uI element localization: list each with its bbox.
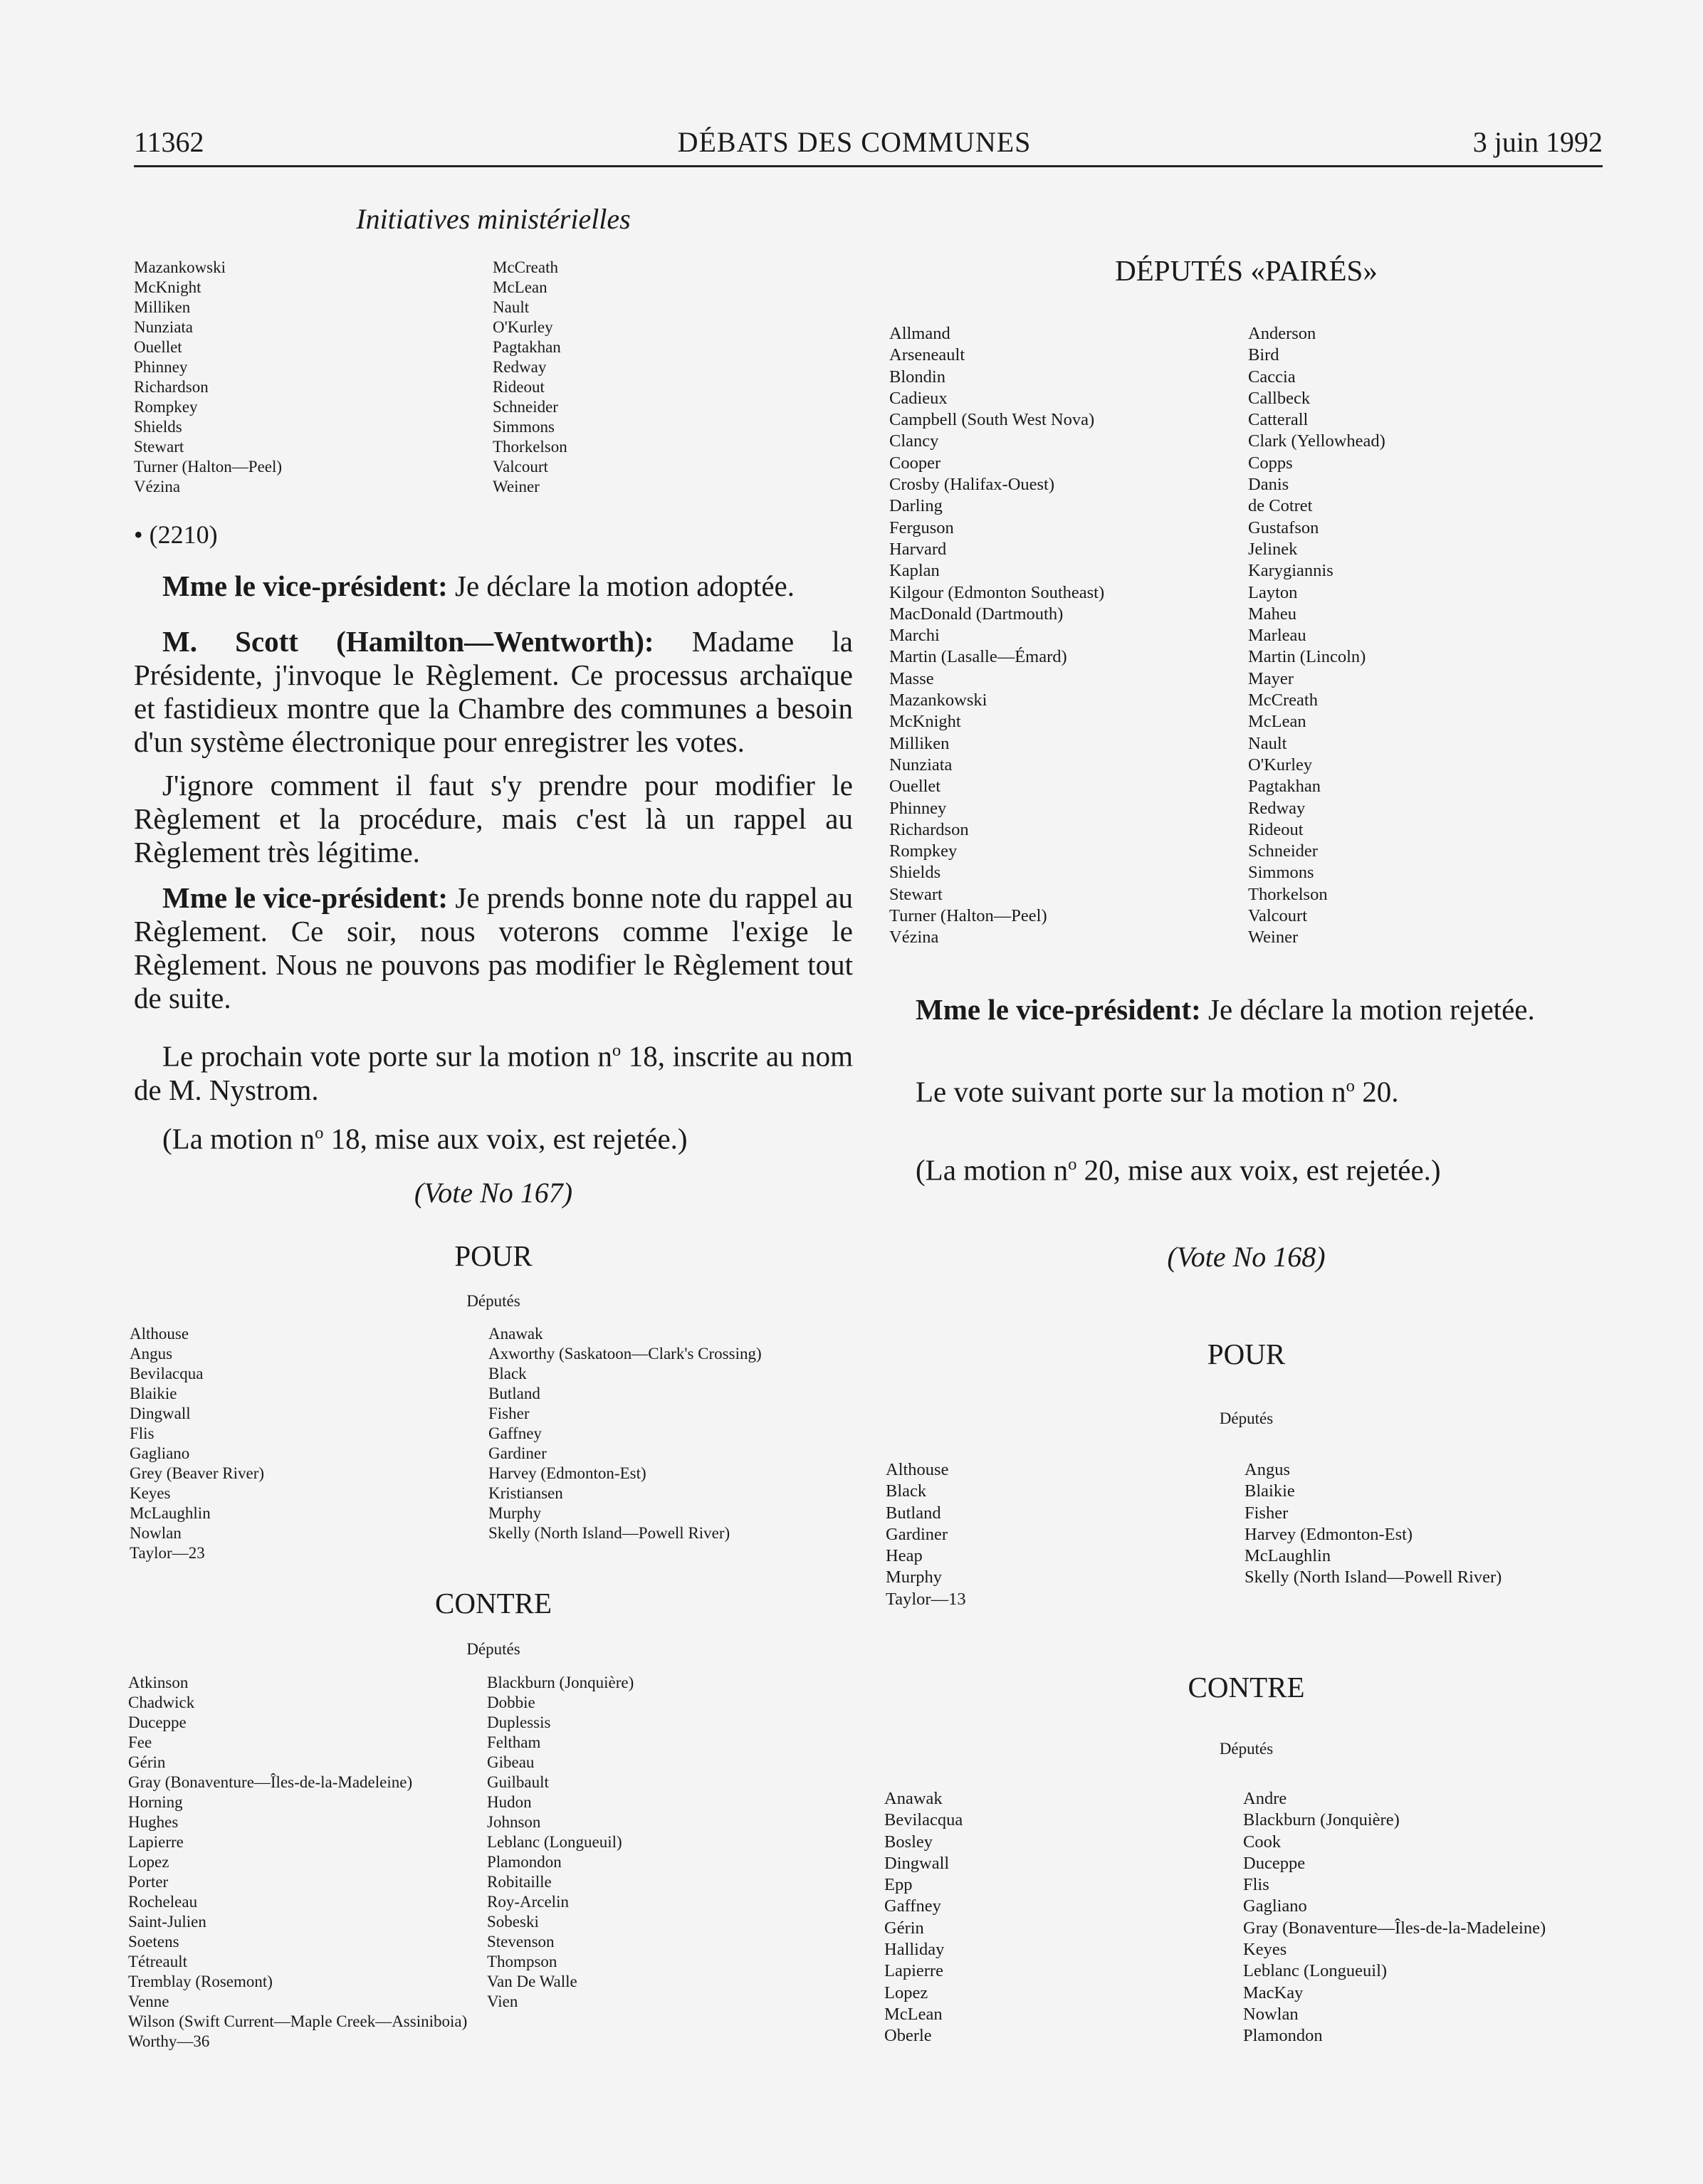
list-item: Skelly (North Island—Powell River) [1244,1568,1502,1587]
list-item: Lapierre [884,1961,943,1981]
list-item: Robitaille [487,1873,552,1891]
list-item: Angus [130,1345,173,1363]
list-item: Guilbault [487,1773,549,1791]
list-item: Stewart [134,438,184,456]
list-item: Kaplan [889,561,940,581]
list-item: Anawak [884,1789,943,1808]
contre-list-2a [884,1788,963,2047]
list-item: Anderson [1248,324,1316,343]
list-item: Feltham [487,1733,541,1751]
list-item: Plamondon [487,1853,562,1871]
page-date: 3 juin 1992 [1472,126,1603,158]
list-item: Harvey (Edmonton-Est) [1244,1524,1413,1544]
list-item: MacKay [1243,1983,1304,2002]
list-item: Andre [1243,1789,1287,1808]
list-item: de Cotret [1248,496,1313,516]
list-item: Cook [1243,1832,1282,1852]
list-item: Keyes [1243,1940,1287,1960]
pour-list-2a [886,1459,966,1610]
list-item: Halliday [884,1940,945,1960]
paired-list-1 [889,323,1104,949]
speech-text: Je déclare la motion adoptée. [447,569,795,602]
contre-list-1 [128,1673,467,2052]
list-item: Atkinson [128,1674,189,1691]
list-item: Blackburn (Jonquière) [487,1674,634,1691]
list-item: Stewart [889,884,943,904]
list-item: Harvard [889,539,947,559]
list-item: Dingwall [130,1405,191,1422]
list-item: Soetens [128,1933,179,1951]
vote-label: (Vote No 167) [414,1177,573,1209]
list-item: Murphy [886,1568,942,1587]
list-item: Vézina [134,478,181,495]
list-item: Clancy [889,431,939,451]
list-item: Gagliano [1243,1896,1307,1916]
list-item: Saint-Julien [128,1913,206,1931]
list-item: Dobbie [487,1694,535,1711]
list-item: Valcourt [493,458,548,476]
list-item: Lopez [128,1853,169,1871]
list-item: Rideout [493,378,545,396]
list-item: Sobeski [487,1913,539,1931]
list-item: Blondin [889,367,945,387]
list-item: Mazankowski [889,691,987,710]
list-item: Porter [128,1873,169,1891]
list-item: Shields [889,863,941,883]
list-item: Bird [1248,345,1279,365]
list-item: Grey (Beaver River) [130,1464,265,1482]
names-list-1 [134,258,282,497]
list-item: Vézina [889,928,939,947]
list-item: McLean [493,278,547,296]
list-item: Hudon [487,1793,532,1811]
list-item: Blaikie [130,1385,177,1402]
list-item: Gardiner [886,1524,948,1544]
list-item: Blackburn (Jonquière) [1243,1810,1400,1830]
list-item: Bevilacqua [884,1810,963,1830]
list-item: Nault [1248,733,1287,753]
list-item: Phinney [889,798,947,818]
list-item: Oberle [884,2026,932,2046]
list-item: Nault [493,298,530,316]
list-item: Martin (Lasalle—Émard) [889,647,1067,667]
list-item: Venne [128,1993,169,2010]
list-item: MacDonald (Dartmouth) [889,604,1064,624]
list-item: Ferguson [889,518,954,537]
list-item: McLean [884,2004,943,2024]
list-item: Allmand [889,324,950,343]
list-item: Clark (Yellowhead) [1248,431,1385,451]
time-marker: • (2210) [134,520,218,549]
list-item: Vien [487,1993,518,2010]
list-item: Caccia [1248,367,1296,387]
list-item: Martin (Lincoln) [1248,647,1366,667]
list-item: Van De Walle [487,1973,577,1990]
list-item: McLaughlin [130,1504,211,1522]
list-item: Gérin [884,1918,924,1938]
pour-list-2b [1244,1459,1502,1589]
list-item: Black [488,1365,527,1382]
list-item: Epp [884,1875,913,1895]
list-item: Weiner [493,478,540,495]
list-item: Mayer [1248,668,1294,688]
list-item: Gardiner [488,1444,547,1462]
list-item: O'Kurley [1248,755,1313,775]
list-item: Leblanc (Longueuil) [487,1833,622,1851]
list-item: Thorkelson [493,438,567,456]
paired-heading: DÉPUTÉS «PAIRÉS» [1115,254,1378,287]
list-item: Althouse [886,1460,949,1479]
list-item: Butland [488,1385,540,1402]
list-item: Chadwick [128,1694,195,1711]
list-item: McLean [1248,712,1306,732]
list-item: Taylor—13 [886,1589,966,1609]
list-item: Nunziata [134,318,194,336]
paragraph-motion-result-2: (La motion $n^o$ 20, mise aux voix, est rejetée.) [916,1153,1441,1187]
list-item: Lopez [884,1983,928,2002]
list-item: Ouellet [889,777,941,797]
names-list-2 [493,258,567,497]
list-item: Maheu [1248,604,1297,624]
list-item: Blaikie [1244,1481,1295,1501]
list-item: Marchi [889,626,940,646]
list-item: Kilgour (Edmonton Southeast) [889,582,1105,602]
list-item: Fisher [488,1405,530,1422]
list-item: Worthy—36 [128,2032,210,2050]
list-item: Murphy [488,1504,542,1522]
list-item: Milliken [889,733,950,753]
speech-text: Je déclare la motion rejetée. [1200,993,1535,1026]
list-item: Anawak [488,1325,543,1343]
list-item: Schneider [1248,841,1318,861]
list-item: Flis [130,1424,154,1442]
list-item: Thompson [487,1953,557,1970]
list-item: Callbeck [1248,388,1311,408]
pour-subheading-2: Députés [1219,1409,1274,1427]
list-item: Gray (Bonaventure—Îles-de-la-Madeleine) [128,1773,413,1791]
list-item: Tétreault [128,1953,188,1970]
list-item: Bosley [884,1832,933,1852]
list-item: Duplessis [487,1713,551,1731]
vote-label-2: (Vote No 168) [1167,1241,1326,1273]
list-item: Bevilacqua [130,1365,204,1382]
list-item: Gagliano [130,1444,190,1462]
list-item: Duceppe [1243,1853,1306,1873]
list-item: Wilson (Swift Current—Maple Creek—Assiniboia) [128,2012,468,2030]
speaker-name: Mme le vice-président: [916,993,1201,1026]
list-item: Turner (Halton—Peel) [889,906,1047,926]
list-item: Karygiannis [1248,561,1333,581]
paragraph-scott [134,625,853,759]
contre-subheading-2: Députés [1219,1740,1274,1758]
list-item: Simmons [1248,863,1314,883]
list-item: Gustafson [1248,518,1319,537]
header-rule [134,165,1603,167]
list-item: Leblanc (Longueuil) [1243,1961,1388,1981]
list-item: Johnson [487,1813,541,1831]
contre-list-2 [487,1673,634,2012]
list-item: Keyes [130,1484,171,1502]
list-item: McCreath [1248,691,1318,710]
speaker-name: Mme le vice-président: [162,569,448,602]
list-item: Masse [889,668,934,688]
list-item: Rideout [1248,819,1304,839]
list-item: Jelinek [1248,539,1298,559]
list-item: Danis [1248,475,1289,495]
list-item: Richardson [889,819,969,839]
page-number: 11362 [134,126,204,158]
list-item: Lapierre [128,1833,184,1851]
pour-list-2 [488,1324,762,1543]
pour-heading: POUR [454,1239,533,1272]
list-item: Flis [1243,1875,1269,1895]
list-item: Nowlan [1243,2004,1299,2024]
paired-list-2 [1248,323,1385,949]
section-title: Initiatives ministérielles [356,203,631,235]
list-item: O'Kurley [493,318,553,336]
speech-text: Madame la Présidente, j'invoque le Règlement. Ce processus archaïque et fastidieux montre que la Chambre des communes a besoin d'un système électronique pour enregistrer les votes. [134,625,853,758]
list-item: Turner (Halton—Peel) [134,458,283,476]
list-item: Marleau [1248,626,1306,646]
paragraph-rappel [134,881,853,1015]
list-item: Nowlan [130,1524,182,1542]
list-item: McLaughlin [1244,1546,1331,1566]
list-item: Duceppe [128,1713,187,1731]
paragraph-procedure [134,769,853,869]
list-item: Catterall [1248,410,1309,430]
paragraph-next-vote: Le prochain vote porte sur la motion $n^o$ 18, inscrite au nom de M. Nystrom. [134,1039,853,1106]
speaker-name: M. Scott (Hamilton—Wentworth): [162,625,654,658]
list-item: Skelly (North Island—Powell River) [488,1524,730,1542]
list-item: Butland [886,1503,941,1523]
list-item: Gaffney [488,1424,542,1442]
list-item: Campbell (South West Nova) [889,410,1095,430]
list-item: Heap [886,1546,923,1566]
pour-list-1 [130,1324,264,1563]
list-item: Ouellet [134,338,182,356]
list-item: Darling [889,496,943,516]
list-item: Schneider [493,398,558,416]
list-item: Rompkey [889,841,958,861]
speaker-name: Mme le vice-président: [162,881,448,914]
speech-text: J'ignore comment il faut s'y prendre pour modifier le Règlement et la procédure, mais c'est là un rappel au Règlement très légitime. [134,769,853,868]
list-item: Weiner [1248,928,1299,947]
list-item: Rompkey [134,398,198,416]
list-item: McKnight [134,278,201,296]
list-item: Axworthy (Saskatoon—Clark's Crossing) [488,1345,762,1363]
list-item: Harvey (Edmonton-Est) [488,1464,646,1482]
list-item: Richardson [134,378,209,396]
list-item: Hughes [128,1813,179,1831]
list-item: Roy-Arcelin [487,1893,569,1911]
list-item: Horning [128,1793,183,1811]
list-item: Black [886,1481,927,1501]
list-item: Simmons [493,418,555,436]
list-item: Pagtakhan [1248,777,1321,797]
list-item: Fisher [1244,1503,1289,1523]
paragraph-adoption [134,569,853,603]
list-item: Cadieux [889,388,948,408]
list-item: Stevenson [487,1933,555,1951]
pour-heading-2: POUR [1207,1338,1286,1370]
list-item: Copps [1248,453,1293,473]
contre-list-2b [1243,1788,1546,2047]
list-item: McKnight [889,712,961,732]
list-item: Nunziata [889,755,953,775]
list-item: Angus [1244,1460,1290,1479]
list-item: Cooper [889,453,941,473]
paragraph-motion-result: (La motion $n^o$ 18, mise aux voix, est rejetée.) [162,1122,688,1155]
speech-text: Je prends bonne note du rappel au Règlement. Ce soir, nous voterons comme l'exige le Règlement. Nous ne pouvons pas modifier le Règlement tout de suite. [134,881,853,1014]
list-item: Arseneault [889,345,965,365]
list-item: Rocheleau [128,1893,198,1911]
list-item: Redway [1248,798,1306,818]
contre-subheading: Députés [466,1640,520,1658]
list-item: Milliken [134,298,191,316]
list-item: Fee [128,1733,152,1751]
list-item: Kristiansen [488,1484,563,1502]
list-item: McCreath [493,258,558,276]
list-item: Althouse [130,1325,189,1343]
list-item: Valcourt [1248,906,1307,926]
list-item: Shields [134,418,182,436]
list-item: Dingwall [884,1853,950,1873]
pour-subheading: Députés [466,1292,520,1310]
list-item: Taylor—23 [130,1544,205,1562]
list-item: Mazankowski [134,258,226,276]
paragraph-next-vote-2: Le vote suivant porte sur la motion $n^o$ 20. [916,1075,1399,1108]
list-item: Gaffney [884,1896,941,1916]
list-item: Gray (Bonaventure—Îles-de-la-Madeleine) [1243,1918,1546,1938]
contre-heading-2: CONTRE [1188,1671,1305,1703]
list-item: Plamondon [1243,2026,1323,2046]
contre-heading: CONTRE [435,1587,552,1619]
list-item: Gérin [128,1753,166,1771]
list-item: Gibeau [487,1753,535,1771]
list-item: Pagtakhan [493,338,561,356]
page-title: DÉBATS DES COMMUNES [677,126,1032,158]
list-item: Tremblay (Rosemont) [128,1973,273,1990]
paragraph-rejection [916,993,1613,1027]
list-item: Redway [493,358,547,376]
list-item: Thorkelson [1248,884,1328,904]
list-item: Crosby (Halifax-Ouest) [889,475,1055,495]
list-item: Layton [1248,582,1298,602]
list-item: Phinney [134,358,188,376]
